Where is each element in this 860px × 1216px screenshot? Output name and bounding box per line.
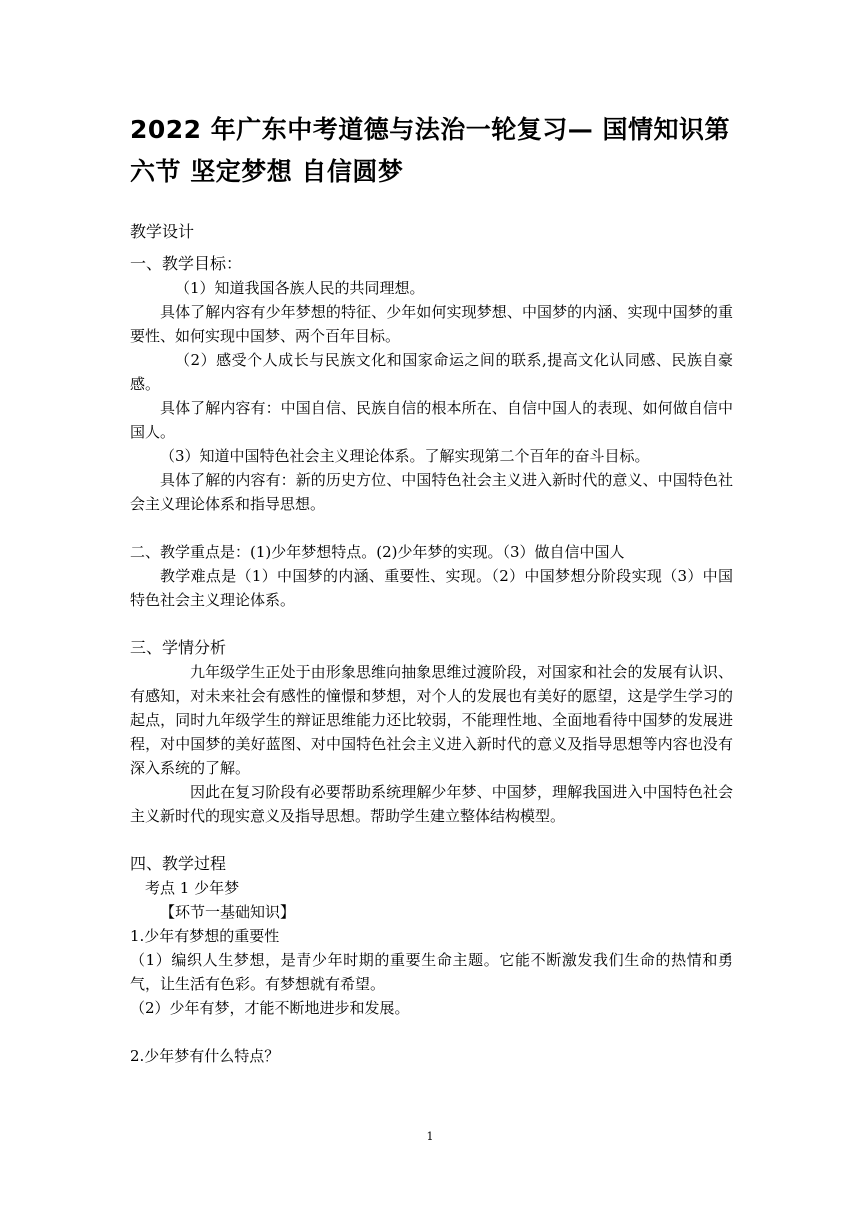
analysis-heading: 三、学情分析 xyxy=(130,638,227,657)
question-1: 1.少年有梦想的重要性 xyxy=(130,927,280,945)
page-number: 1 xyxy=(426,1130,434,1143)
spacer xyxy=(130,828,733,852)
analysis-paragraph-2: 因此在复习阶段有必要帮助系统理解少年梦、中国梦，理解我国进入中国特色社会主义新时代的现实意义及指导思想。帮助学生建立整体结构模型。 xyxy=(130,783,733,825)
process-heading: 四、教学过程 xyxy=(130,854,227,873)
section-label: 教学设计 xyxy=(130,222,195,241)
document-title-line-1: 2022 年广东中考道德与法治一轮复习— 国情知识第 xyxy=(130,115,730,144)
goal-1: （1）知道我国各族人民的共同理想。 xyxy=(175,279,425,297)
document-body xyxy=(130,220,733,1068)
goal-2: （2）感受个人成长与民族文化和国家命运之间的联系,提高文化认同感、民族自豪感。 xyxy=(130,351,733,393)
question-2: 2.少年梦有什么特点？ xyxy=(130,1047,280,1065)
spacer xyxy=(130,612,733,636)
goal-3: （3）知道中国特色社会主义理论体系。了解实现第二个百年的奋斗目标。 xyxy=(160,447,650,465)
goals-heading: 一、教学目标： xyxy=(130,254,243,273)
goal-2-detail: 具体了解内容有：中国自信、民族自信的根本所在、自信中国人的表现、如何做自信中国人。 xyxy=(130,399,733,441)
goal-1-detail: 具体了解内容有少年梦想的特征、少年如何实现梦想、中国梦的内涵、实现中国梦的重要性、如何实现中国梦、两个百年目标。 xyxy=(130,303,733,345)
question-1-answer-2: （2）少年有梦，才能不断地进步和发展。 xyxy=(130,999,410,1017)
goal-3-detail: 具体了解的内容有：新的历史方位、中国特色社会主义进入新时代的意义、中国特色社会主义理论体系和指导思想。 xyxy=(130,471,733,513)
key-points: 二、教学重点是：(1)少年梦想特点。(2)少年梦的实现。（3）做自信中国人 xyxy=(130,543,625,561)
spacer xyxy=(130,516,733,540)
question-1-answer-1: （1）编织人生梦想，是青少年时期的重要生命主题。它能不断激发我们生命的热情和勇气，让生活有色彩。有梦想就有希望。 xyxy=(130,951,733,993)
kaodian-label: 考点 1 少年梦 xyxy=(145,879,240,897)
document-title-line-2: 六节 坚定梦想 自信圆梦 xyxy=(130,157,404,186)
huanjie-label: 【环节一基础知识】 xyxy=(160,903,296,921)
analysis-paragraph-1: 九年级学生正处于由形象思维向抽象思维过渡阶段，对国家和社会的发展有认识、有感知，对未来社会有感性的憧憬和梦想，对个人的发展也有美好的愿望，这是学生学习的起点，同时九年级学生的辩证思维能力还比较弱，不能理性地、全面地看待中国梦的发展进程，对中国梦的美好蓝图、对中国特色社会主义进入新时代的意义及指导思想等内容也没有深入系统的了解。 xyxy=(130,663,733,777)
spacer xyxy=(130,1020,733,1044)
difficult-points: 教学难点是（1）中国梦的内涵、重要性、实现。（2）中国梦想分阶段实现（3）中国特色社会主义理论体系。 xyxy=(130,567,733,609)
